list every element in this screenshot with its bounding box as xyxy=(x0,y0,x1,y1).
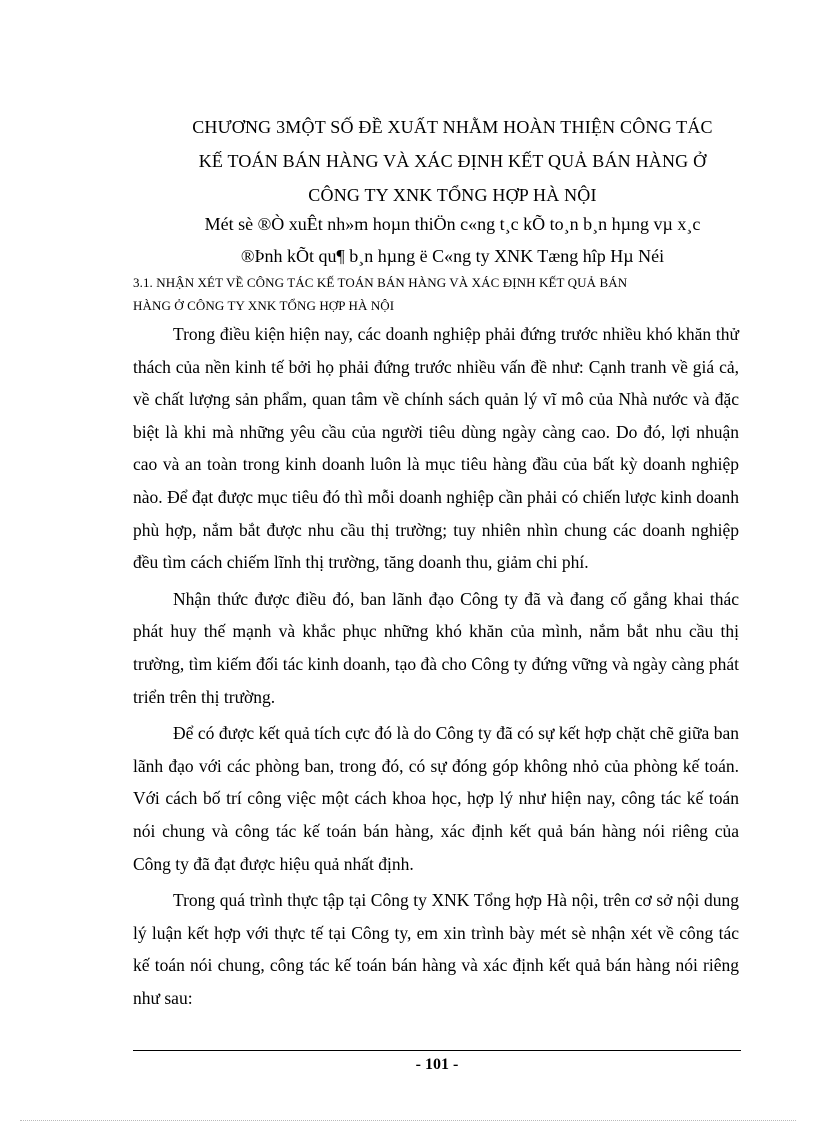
body-text xyxy=(133,318,739,1018)
paragraph-2: Nhận thức được điều đó, ban lãnh đạo Công ty đã và đang cố gắng khai thác phát huy thế mạnh và khắc phục những khó khăn của mình, nắm bắt nhu cầu thị trường, tìm kiếm đối tác kinh doanh, tạo đà cho Công ty đứng vững và ngày càng phát triển trên thị trường. xyxy=(133,588,739,707)
page-number: - 101 - xyxy=(415,1056,459,1073)
chapter-title-line-2: KẾ TOÁN BÁN HÀNG VÀ XÁC ĐỊNH KẾT QUẢ BÁN HÀNG Ở xyxy=(198,151,707,171)
section-heading-line-2: HÀNG Ở CÔNG TY XNK TỔNG HỢP HÀ NỘI xyxy=(133,298,395,313)
footer-divider xyxy=(133,1050,741,1051)
chapter-title-line-3: CÔNG TY XNK TỔNG HỢP HÀ NỘI xyxy=(308,185,597,205)
paragraph-1: Trong điều kiện hiện nay, các doanh nghiệp phải đứng trước nhiều khó khăn thử thách của nền kinh tế bởi họ phải đứng trước nhiều vấn đề như: Cạnh tranh về giá cả, về chất lượng sản phẩm, quan tâm về chính sách quản lý vĩ mô của Nhà nước và đặc biệt là khi mà những yêu cầu của người tiêu dùng ngày càng cao. Do đó, lợi nhuận cao và an toàn trong kinh doanh luôn là mục tiêu hàng đầu của bất kỳ doanh nghiệp nào. Để đạt được mục tiêu đó thì mỗi doanh nghiệp cần phải có chiến lược kinh doanh phù hợp, nắm bắt được nhu cầu thị trường; tuy nhiên nhìn chung các doanh nghiệp đều tìm cách chiếm lĩnh thị trường, tăng doanh thu, giảm chi phí. xyxy=(133,324,739,573)
garbled-title-line-2: ®Þnh kÕt qu¶ b¸n hµng ë C«ng ty XNK Tæng hîp Hµ Néi xyxy=(240,246,665,266)
garbled-title-line-1: Mét sè ®Ò xuÊt nh»m hoµn thiÖn c«ng t¸c kÕ to¸n b¸n hµng vµ x¸c xyxy=(204,214,701,234)
paragraph-4: Trong quá trình thực tập tại Công ty XNK Tổng hợp Hà nội, trên cơ sở nội dung lý luận kết hợp với thực tế tại Công ty, em xin trình bày mét sè nhận xét về công tác kế toán nói chung, công tác kế toán bán hàng và xác định kết quả bán hàng nói riêng như sau: xyxy=(133,890,739,1008)
chapter-title-line-1: CHƯƠNG 3MỘT SỐ ĐỀ XUẤT NHẰM HOÀN THIỆN CÔNG TÁC xyxy=(192,117,713,137)
section-heading-line-1: 3.1. NHẬN XÉT VỀ CÔNG TÁC KẾ TOÁN BÁN HÀNG VÀ XÁC ĐỊNH KẾT QUẢ BÁN xyxy=(133,275,628,290)
page-bottom-border xyxy=(20,1120,796,1121)
paragraph-3: Để có được kết quả tích cực đó là do Công ty đã có sự kết hợp chặt chẽ giữa ban lãnh đạo với các phòng ban, trong đó, có sự đóng góp không nhỏ của phòng kế toán. Với cách bố trí công việc một cách khoa học, hợp lý như hiện nay, công tác kế toán nói chung và công tác kế toán bán hàng, xác định kết quả bán hàng nói riêng của Công ty đã đạt được hiệu quả nhất định. xyxy=(133,723,739,874)
